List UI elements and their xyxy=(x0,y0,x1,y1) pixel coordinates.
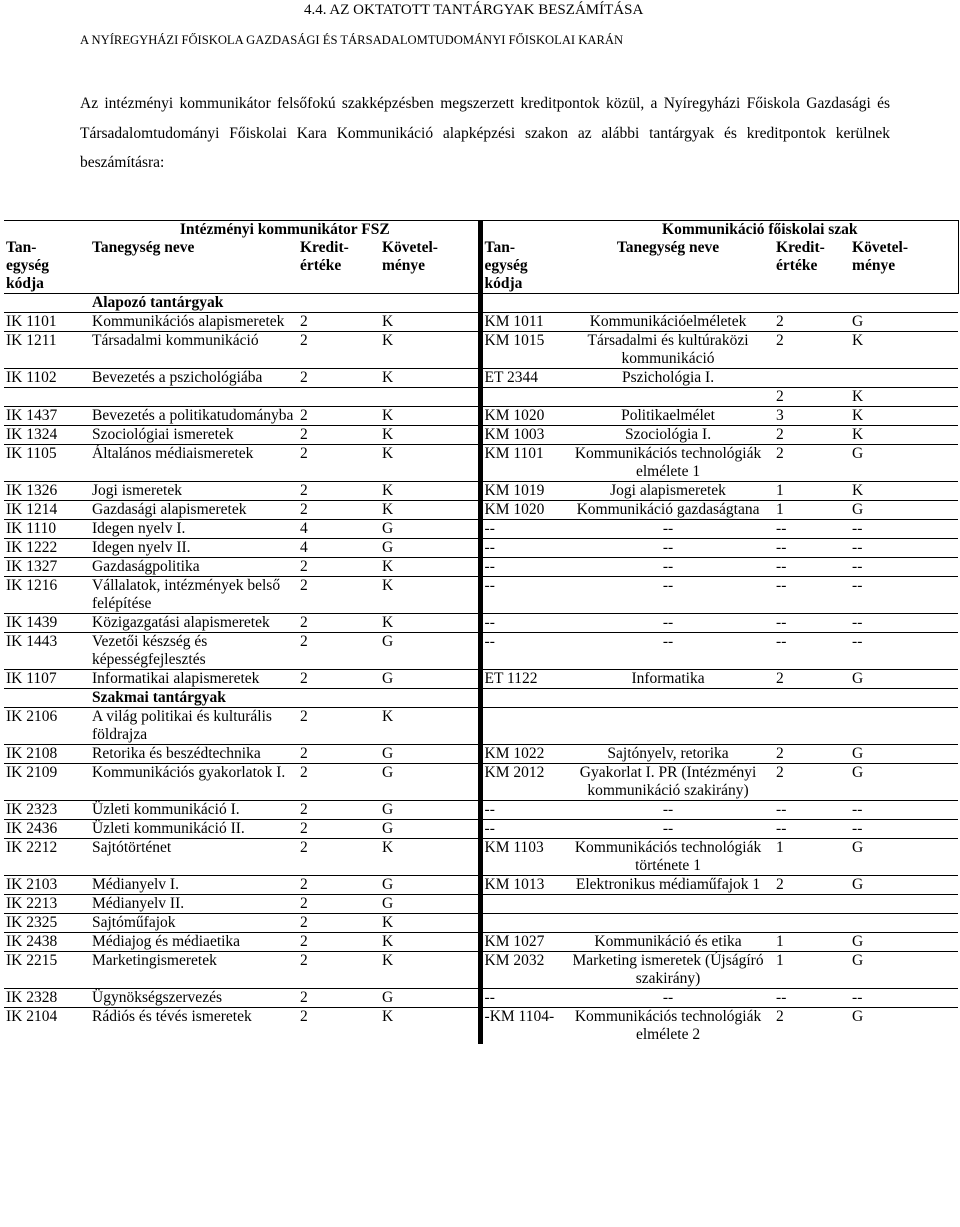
right-code: KM 1020 xyxy=(480,501,560,520)
section-professional-subjects xyxy=(4,689,958,708)
section-subtitle: A NYÍREGYHÁZI FŐISKOLA GAZDASÁGI ÉS TÁRSADALOMTUDOMÁNYI FŐISKOLAI KARÁN xyxy=(80,33,624,47)
right-requirement xyxy=(850,914,958,933)
left-requirement: G xyxy=(380,820,480,839)
left-name: Általános médiaismeretek xyxy=(90,445,298,482)
left-requirement: K xyxy=(380,914,480,933)
right-credit: -- xyxy=(774,577,850,614)
right-credit: 2 xyxy=(774,670,850,689)
table-row xyxy=(4,801,958,820)
col-credit-header-1: Kredit- xyxy=(300,239,349,256)
left-code: IK 1214 xyxy=(4,501,90,520)
right-credit xyxy=(774,369,850,388)
right-requirement: G xyxy=(850,952,958,989)
left-code: IK 1211 xyxy=(4,332,90,369)
left-name: Ügynökségszervezés xyxy=(90,989,298,1008)
col-code-header-3: kódja xyxy=(6,275,44,292)
left-code: IK 2436 xyxy=(4,820,90,839)
right-credit: 1 xyxy=(774,482,850,501)
right-credit: 2 xyxy=(774,332,850,369)
right-credit: 2 xyxy=(774,764,850,801)
left-name: Vezetői készség és képességfejlesztés xyxy=(90,633,298,670)
left-name: Sajtótörténet xyxy=(90,839,298,876)
right-credit: -- xyxy=(774,801,850,820)
col-credit-header-2: értéke xyxy=(776,257,818,274)
table-row xyxy=(4,445,958,482)
right-name: Jogi alapismeretek xyxy=(560,482,774,501)
left-requirement: K xyxy=(380,426,480,445)
col-req-header-1: Követel- xyxy=(852,239,908,256)
left-code: IK 2108 xyxy=(4,745,90,764)
table-row xyxy=(4,426,958,445)
left-name: Gazdasági alapismeretek xyxy=(90,501,298,520)
left-requirement: K xyxy=(380,1008,480,1045)
col-name-header: Tanegység neve xyxy=(92,239,195,256)
left-name: Retorika és beszédtechnika xyxy=(90,745,298,764)
left-credit: 2 xyxy=(298,426,380,445)
right-credit: -- xyxy=(774,558,850,577)
left-name: Marketingismeretek xyxy=(90,952,298,989)
left-requirement: K xyxy=(380,482,480,501)
right-code: -- xyxy=(480,614,560,633)
right-name: Sajtónyelv, retorika xyxy=(560,745,774,764)
right-credit: 2 xyxy=(774,445,850,482)
left-credit: 2 xyxy=(298,764,380,801)
left-name: Idegen nyelv II. xyxy=(90,539,298,558)
left-credit: 2 xyxy=(298,801,380,820)
right-name: -- xyxy=(560,539,774,558)
table-row xyxy=(4,876,958,895)
left-code: IK 2328 xyxy=(4,989,90,1008)
col-code-header-2: egység xyxy=(6,257,50,274)
left-requirement: G xyxy=(380,876,480,895)
right-credit: -- xyxy=(774,820,850,839)
left-code: IK 1443 xyxy=(4,633,90,670)
left-requirement: K xyxy=(380,332,480,369)
right-name: Kommunikációs technológiák elmélete 2 xyxy=(560,1008,774,1045)
right-name: Informatika xyxy=(560,670,774,689)
left-requirement: K xyxy=(380,501,480,520)
right-requirement: K xyxy=(850,332,958,369)
left-name: Médianyelv I. xyxy=(90,876,298,895)
right-credit: -- xyxy=(774,539,850,558)
left-credit: 2 xyxy=(298,313,380,332)
right-code: KM 1101 xyxy=(480,445,560,482)
right-code: -- xyxy=(480,633,560,670)
right-requirement: -- xyxy=(850,558,958,577)
table-row xyxy=(4,989,958,1008)
left-requirement xyxy=(380,388,480,407)
right-code: KM 1020 xyxy=(480,407,560,426)
left-requirement: G xyxy=(380,745,480,764)
credit-transfer-table xyxy=(4,220,959,1044)
left-credit: 2 xyxy=(298,895,380,914)
table-row xyxy=(4,933,958,952)
left-name: Médianyelv II. xyxy=(90,895,298,914)
left-credit: 2 xyxy=(298,670,380,689)
intro-paragraph: Az intézményi kommunikátor felsőfokú szakképzésben megszerzett kreditpontok közül, a Nyíregyházi Főiskola Gazdasági és Társadalomtudományi Főiskolai Kara Kommunikáció alapképzési szakon az alábbi tantárgyak és kreditpontok kerülnek beszámításra: xyxy=(80,95,890,171)
table-row xyxy=(4,820,958,839)
right-name: -- xyxy=(560,633,774,670)
right-name: Kommunikációs technológiák története 1 xyxy=(560,839,774,876)
right-code xyxy=(480,388,560,407)
col-code-header-1: Tan- xyxy=(484,239,515,256)
right-name: -- xyxy=(560,820,774,839)
right-credit xyxy=(774,914,850,933)
left-code: IK 2212 xyxy=(4,839,90,876)
left-requirement: K xyxy=(380,933,480,952)
table-row xyxy=(4,313,958,332)
left-name: Társadalmi kommunikáció xyxy=(90,332,298,369)
right-name: -- xyxy=(560,614,774,633)
right-name: Társadalmi és kultúraközi kommunikáció xyxy=(560,332,774,369)
left-credit: 2 xyxy=(298,407,380,426)
col-code-header-1: Tan- xyxy=(6,239,37,256)
left-code: IK 1216 xyxy=(4,577,90,614)
left-credit: 2 xyxy=(298,820,380,839)
left-requirement: K xyxy=(380,558,480,577)
right-name: Marketing ismeretek (Újságíró szakirány) xyxy=(560,952,774,989)
left-requirement: G xyxy=(380,633,480,670)
table-row xyxy=(4,614,958,633)
right-code: KM 1019 xyxy=(480,482,560,501)
left-name: Kommunikációs alapismeretek xyxy=(90,313,298,332)
right-requirement: -- xyxy=(850,539,958,558)
left-credit: 2 xyxy=(298,633,380,670)
left-code: IK 2103 xyxy=(4,876,90,895)
right-requirement: G xyxy=(850,670,958,689)
left-code: IK 2438 xyxy=(4,933,90,952)
left-name: Idegen nyelv I. xyxy=(90,520,298,539)
right-requirement: G xyxy=(850,933,958,952)
left-credit: 2 xyxy=(298,745,380,764)
right-requirement: -- xyxy=(850,801,958,820)
right-name xyxy=(560,914,774,933)
right-credit: 2 xyxy=(774,745,850,764)
right-code xyxy=(480,914,560,933)
left-name: Üzleti kommunikáció II. xyxy=(90,820,298,839)
left-requirement: G xyxy=(380,539,480,558)
section-professional-subjects-label: Szakmai tantárgyak xyxy=(90,689,480,708)
left-credit: 2 xyxy=(298,933,380,952)
right-code xyxy=(480,708,560,745)
left-code xyxy=(4,388,90,407)
right-name: Pszichológia I. xyxy=(560,369,774,388)
right-group-title: Kommunikáció főiskolai szak xyxy=(560,221,958,240)
right-code: KM 1003 xyxy=(480,426,560,445)
left-name: Vállalatok, intézmények belső felépítése xyxy=(90,577,298,614)
left-credit: 2 xyxy=(298,876,380,895)
right-name xyxy=(560,895,774,914)
right-code: -- xyxy=(480,520,560,539)
table-row xyxy=(4,670,958,689)
right-code: ET 1122 xyxy=(480,670,560,689)
right-code: -- xyxy=(480,820,560,839)
right-credit: -- xyxy=(774,989,850,1008)
left-code: IK 2104 xyxy=(4,1008,90,1045)
right-requirement: G xyxy=(850,839,958,876)
table-row xyxy=(4,482,958,501)
left-code: IK 1110 xyxy=(4,520,90,539)
left-code: IK 1324 xyxy=(4,426,90,445)
right-requirement: G xyxy=(850,876,958,895)
table-row xyxy=(4,633,958,670)
right-credit: 2 xyxy=(774,426,850,445)
right-credit: 1 xyxy=(774,839,850,876)
left-code: IK 1105 xyxy=(4,445,90,482)
left-requirement: K xyxy=(380,708,480,745)
right-requirement: G xyxy=(850,764,958,801)
left-requirement: G xyxy=(380,670,480,689)
right-requirement: -- xyxy=(850,520,958,539)
table-row xyxy=(4,745,958,764)
right-requirement: K xyxy=(850,388,958,407)
right-requirement: G xyxy=(850,313,958,332)
table-row xyxy=(4,895,958,914)
right-requirement: -- xyxy=(850,577,958,614)
right-requirement: -- xyxy=(850,989,958,1008)
right-code: KM 1022 xyxy=(480,745,560,764)
left-requirement: K xyxy=(380,614,480,633)
table-row xyxy=(4,952,958,989)
col-credit-header-1: Kredit- xyxy=(776,239,825,256)
left-credit: 4 xyxy=(298,520,380,539)
right-name: Kommunikáció gazdaságtana xyxy=(560,501,774,520)
col-code-header-2: egység xyxy=(484,257,528,274)
right-name xyxy=(560,708,774,745)
left-requirement: K xyxy=(380,839,480,876)
col-code-header-3: kódja xyxy=(484,275,523,292)
right-code: -- xyxy=(480,801,560,820)
right-credit: -- xyxy=(774,520,850,539)
right-requirement: G xyxy=(850,445,958,482)
left-credit: 2 xyxy=(298,614,380,633)
right-code: ET 2344 xyxy=(480,369,560,388)
left-credit: 2 xyxy=(298,501,380,520)
left-requirement: G xyxy=(380,989,480,1008)
left-name: Gazdaságpolitika xyxy=(90,558,298,577)
left-requirement: G xyxy=(380,895,480,914)
col-req-header-1: Követel- xyxy=(382,239,438,256)
col-req-header-2: ménye xyxy=(852,257,896,274)
col-req-header-2: ménye xyxy=(382,257,426,274)
left-credit: 4 xyxy=(298,539,380,558)
group-header-row xyxy=(4,221,958,240)
col-credit-header-2: értéke xyxy=(300,257,342,274)
left-requirement: G xyxy=(380,520,480,539)
left-credit: 2 xyxy=(298,1008,380,1045)
right-requirement: K xyxy=(850,482,958,501)
left-credit: 2 xyxy=(298,445,380,482)
right-code: KM 1027 xyxy=(480,933,560,952)
right-name: Kommunikációelméletek xyxy=(560,313,774,332)
left-name: Kommunikációs gyakorlatok I. xyxy=(90,764,298,801)
left-requirement: K xyxy=(380,407,480,426)
left-name: Rádiós és tévés ismeretek xyxy=(90,1008,298,1045)
left-name: Jogi ismeretek xyxy=(90,482,298,501)
right-credit: 2 xyxy=(774,1008,850,1045)
col-name-header: Tanegység neve xyxy=(616,239,720,256)
right-name: Gyakorlat I. PR (Intézményi kommunikáció szakirány) xyxy=(560,764,774,801)
right-requirement: -- xyxy=(850,614,958,633)
table-row xyxy=(4,839,958,876)
right-code xyxy=(480,895,560,914)
right-requirement: G xyxy=(850,745,958,764)
right-code: KM 2012 xyxy=(480,764,560,801)
right-requirement: G xyxy=(850,501,958,520)
right-credit: 3 xyxy=(774,407,850,426)
left-code: IK 1439 xyxy=(4,614,90,633)
table-row xyxy=(4,501,958,520)
left-credit: 2 xyxy=(298,369,380,388)
left-code: IK 1437 xyxy=(4,407,90,426)
left-code: IK 1222 xyxy=(4,539,90,558)
right-credit: 2 xyxy=(774,388,850,407)
right-requirement: K xyxy=(850,426,958,445)
table-row xyxy=(4,577,958,614)
table-row xyxy=(4,332,958,369)
right-code: KM 2032 xyxy=(480,952,560,989)
left-credit: 2 xyxy=(298,952,380,989)
right-name: Szociológia I. xyxy=(560,426,774,445)
right-requirement xyxy=(850,895,958,914)
left-code: IK 1326 xyxy=(4,482,90,501)
section-basic-subjects xyxy=(4,294,958,313)
right-code: -- xyxy=(480,577,560,614)
table-row xyxy=(4,407,958,426)
right-credit: 1 xyxy=(774,952,850,989)
right-credit: -- xyxy=(774,633,850,670)
left-credit: 2 xyxy=(298,577,380,614)
left-credit: 2 xyxy=(298,482,380,501)
left-code: IK 2109 xyxy=(4,764,90,801)
right-name: Politikaelmélet xyxy=(560,407,774,426)
left-code: IK 1327 xyxy=(4,558,90,577)
right-requirement: G xyxy=(850,1008,958,1045)
right-credit xyxy=(774,895,850,914)
left-requirement: K xyxy=(380,952,480,989)
left-name: Üzleti kommunikáció I. xyxy=(90,801,298,820)
right-name: -- xyxy=(560,558,774,577)
table-row xyxy=(4,708,958,745)
left-name: Bevezetés a politikatudományba xyxy=(90,407,298,426)
left-credit: 2 xyxy=(298,708,380,745)
table-row xyxy=(4,914,958,933)
left-credit: 2 xyxy=(298,989,380,1008)
right-name xyxy=(560,388,774,407)
left-code: IK 2323 xyxy=(4,801,90,820)
right-code: -KM 1104- xyxy=(480,1008,560,1045)
left-code: IK 2213 xyxy=(4,895,90,914)
right-code: -- xyxy=(480,539,560,558)
left-requirement: G xyxy=(380,801,480,820)
right-name: -- xyxy=(560,520,774,539)
right-credit: 1 xyxy=(774,501,850,520)
left-code: IK 2325 xyxy=(4,914,90,933)
left-name: Bevezetés a pszichológiába xyxy=(90,369,298,388)
left-credit: 2 xyxy=(298,839,380,876)
left-credit: 2 xyxy=(298,914,380,933)
right-requirement: -- xyxy=(850,633,958,670)
column-header-row xyxy=(4,239,958,294)
right-name: Kommunikáció és etika xyxy=(560,933,774,952)
left-code: IK 1102 xyxy=(4,369,90,388)
right-requirement: K xyxy=(850,407,958,426)
table-row xyxy=(4,369,958,388)
right-requirement xyxy=(850,369,958,388)
table-row xyxy=(4,539,958,558)
right-code: -- xyxy=(480,989,560,1008)
left-name: Médiajog és médiaetika xyxy=(90,933,298,952)
left-credit: 2 xyxy=(298,558,380,577)
right-code: KM 1013 xyxy=(480,876,560,895)
left-name: Közigazgatási alapismeretek xyxy=(90,614,298,633)
right-requirement xyxy=(850,708,958,745)
section-basic-subjects-label: Alapozó tantárgyak xyxy=(90,294,480,313)
right-name: -- xyxy=(560,577,774,614)
table-row xyxy=(4,764,958,801)
left-name: Szociológiai ismeretek xyxy=(90,426,298,445)
table-row xyxy=(4,520,958,539)
section-title: 4.4. AZ OKTATOTT TANTÁRGYAK BESZÁMÍTÁSA xyxy=(304,2,644,18)
left-name: Sajtóműfajok xyxy=(90,914,298,933)
table-row xyxy=(4,1008,958,1045)
left-credit xyxy=(298,388,380,407)
left-requirement: K xyxy=(380,369,480,388)
left-group-title: Intézményi kommunikátor FSZ xyxy=(90,221,480,240)
right-credit xyxy=(774,708,850,745)
right-code: KM 1015 xyxy=(480,332,560,369)
left-name xyxy=(90,388,298,407)
left-requirement: G xyxy=(380,764,480,801)
left-requirement: K xyxy=(380,445,480,482)
left-requirement: K xyxy=(380,577,480,614)
table-row xyxy=(4,558,958,577)
right-credit: 1 xyxy=(774,933,850,952)
left-code: IK 2215 xyxy=(4,952,90,989)
right-name: -- xyxy=(560,801,774,820)
left-name: Informatikai alapismeretek xyxy=(90,670,298,689)
right-name: Elektronikus médiaműfajok 1 xyxy=(560,876,774,895)
right-name: -- xyxy=(560,989,774,1008)
left-credit: 2 xyxy=(298,332,380,369)
right-code: KM 1103 xyxy=(480,839,560,876)
right-code: KM 1011 xyxy=(480,313,560,332)
left-requirement: K xyxy=(380,313,480,332)
left-name: A világ politikai és kulturális földrajza xyxy=(90,708,298,745)
table-row xyxy=(4,388,958,407)
right-credit: 2 xyxy=(774,876,850,895)
right-credit: -- xyxy=(774,614,850,633)
right-requirement: -- xyxy=(850,820,958,839)
left-code: IK 1107 xyxy=(4,670,90,689)
right-code: -- xyxy=(480,558,560,577)
right-name: Kommunikációs technológiák elmélete 1 xyxy=(560,445,774,482)
right-credit: 2 xyxy=(774,313,850,332)
left-code: IK 2106 xyxy=(4,708,90,745)
left-code: IK 1101 xyxy=(4,313,90,332)
